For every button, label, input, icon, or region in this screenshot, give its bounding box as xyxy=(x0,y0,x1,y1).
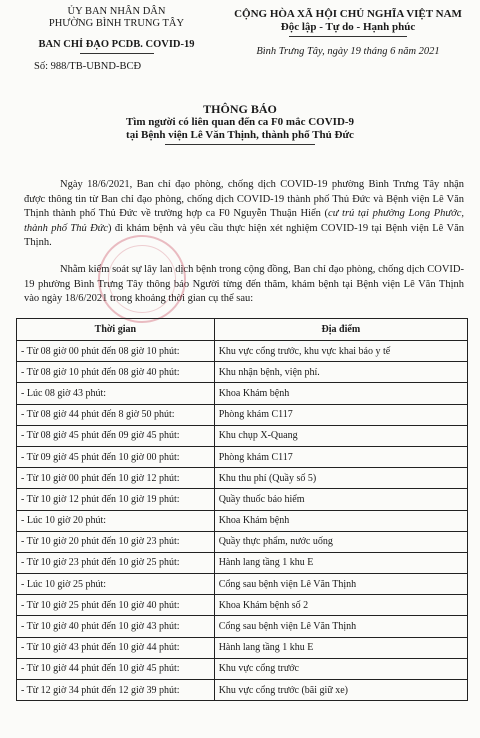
row-location: Cổng sau bệnh viện Lê Văn Thịnh xyxy=(214,574,467,595)
issuing-authority xyxy=(14,6,219,54)
org-line-3: BAN CHỈ ĐẠO PCDB. COVID-19 xyxy=(38,39,195,50)
row-time: - Từ 10 giờ 25 phút đến 10 giờ 40 phút: xyxy=(17,595,215,616)
row-time: - Từ 08 giờ 10 phút đến 08 giờ 40 phút: xyxy=(17,362,215,383)
row-time: - Từ 08 giờ 00 phút đến 08 giờ 10 phút: xyxy=(17,341,215,362)
row-location: Khoa Khám bệnh xyxy=(214,510,467,531)
row-time: - Lúc 10 giờ 20 phút: xyxy=(17,510,215,531)
row-location: Khu vực cổng trước xyxy=(214,658,467,679)
row-time: - Từ 10 giờ 43 phút đến 10 giờ 44 phút: xyxy=(17,637,215,658)
row-location: Khu vực cổng trước (bãi giữ xe) xyxy=(214,680,467,701)
org-line-1: ỦY BAN NHÂN DÂN xyxy=(67,6,166,17)
document-date: Bình Trưng Tây, ngày 19 tháng 6 năm 2021 xyxy=(256,46,440,57)
row-location: Khu thu phí (Quầy số 5) xyxy=(214,468,467,489)
row-time: - Từ 10 giờ 23 phút đến 10 giờ 25 phút: xyxy=(17,552,215,573)
title-underline xyxy=(165,144,315,145)
paragraph-1 xyxy=(24,178,464,251)
row-location: Hành lang tầng 1 khu E xyxy=(214,637,467,658)
row-location: Quầy thực phẩm, nước uống xyxy=(214,531,467,552)
table-row xyxy=(17,341,468,362)
row-location: Khoa Khám bệnh số 2 xyxy=(214,595,467,616)
row-time: - Lúc 08 giờ 43 phút: xyxy=(17,383,215,404)
table-row xyxy=(17,595,468,616)
table-row xyxy=(17,574,468,595)
table-row xyxy=(17,383,468,404)
document-number: Số: 988/TB-UBND-BCĐ xyxy=(34,61,142,72)
row-location: Phòng khám C117 xyxy=(214,446,467,467)
table-row xyxy=(17,446,468,467)
row-time: - Từ 10 giờ 44 phút đến 10 giờ 45 phút: xyxy=(17,658,215,679)
nation-line-1: CỘNG HÒA XÃ HỘI CHỦ NGHĨA VIỆT NAM xyxy=(234,8,462,20)
table-row xyxy=(17,489,468,510)
document-title xyxy=(0,102,480,145)
table-header-row xyxy=(17,319,468,341)
row-location: Quầy thuốc bảo hiểm xyxy=(214,489,467,510)
row-time: - Từ 12 giờ 34 phút đến 12 giờ 39 phút: xyxy=(17,680,215,701)
row-time: - Từ 10 giờ 12 phút đến 10 giờ 19 phút: xyxy=(17,489,215,510)
table-row xyxy=(17,531,468,552)
table-row xyxy=(17,425,468,446)
table-row xyxy=(17,468,468,489)
paragraph-2-text: Nhằm kiểm soát sự lây lan dịch bệnh trong cộng đồng, Ban chỉ đạo phòng, chống dịch COVID-19 phường Bình Trưng Tây thông báo Người từng đến thăm, khám bệnh tại Bệnh viện Lê Văn Thịnh vào ngày 18/6/2021 trong khoảng thời gian cụ thể sau: xyxy=(24,264,464,304)
paragraph-1-italic: cư trú tại phường Long Phước, thành phố Thủ Đức xyxy=(24,208,464,234)
row-location: Cổng sau bệnh viện Lê Văn Thịnh xyxy=(214,616,467,637)
table-row xyxy=(17,680,468,701)
row-time: - Từ 10 giờ 40 phút đến 10 giờ 43 phút: xyxy=(17,616,215,637)
row-location: Hành lang tầng 1 khu E xyxy=(214,552,467,573)
row-time: - Từ 09 giờ 45 phút đến 10 giờ 00 phút: xyxy=(17,446,215,467)
table-row xyxy=(17,362,468,383)
row-time: - Từ 10 giờ 20 phút đến 10 giờ 23 phút: xyxy=(17,531,215,552)
title-line-3: tại Bệnh viện Lê Văn Thịnh, thành phố Thủ Đức xyxy=(126,129,354,141)
schedule-table-body xyxy=(17,341,468,701)
table-row xyxy=(17,404,468,425)
table-row xyxy=(17,658,468,679)
row-location: Khu nhận bệnh, viện phí. xyxy=(214,362,467,383)
row-time: - Lúc 10 giờ 25 phút: xyxy=(17,574,215,595)
row-time: - Từ 08 giờ 44 phút đến 8 giờ 50 phút: xyxy=(17,404,215,425)
table-row xyxy=(17,510,468,531)
schedule-table xyxy=(16,318,468,701)
column-header-location: Địa điểm xyxy=(214,319,467,341)
row-location: Khu vực cổng trước, khu vực khai báo y tế xyxy=(214,341,467,362)
table-row xyxy=(17,616,468,637)
row-location: Phòng khám C117 xyxy=(214,404,467,425)
motto-underline xyxy=(289,36,407,37)
red-seal-stamp xyxy=(98,235,186,323)
title-line-2: Tìm người có liên quan đến ca F0 mắc COVID-9 xyxy=(125,116,355,128)
column-header-time: Thời gian xyxy=(17,319,215,341)
paragraph-2 xyxy=(24,263,464,307)
row-time: - Từ 10 giờ 00 phút đến 10 giờ 12 phút: xyxy=(17,468,215,489)
row-location: Khu chụp X-Quang xyxy=(214,425,467,446)
table-row xyxy=(17,637,468,658)
paragraph-1-text-b: ) đi khám bệnh và yêu cầu thực hiện xét nghiệm COVID-19 tại Bệnh viện Lê Văn Thịnh. xyxy=(24,222,464,248)
row-time: - Từ 08 giờ 45 phút đến 09 giờ 45 phút: xyxy=(17,425,215,446)
org-line-2: PHƯỜNG BÌNH TRUNG TÂY xyxy=(48,18,185,29)
paragraph-1-text-a: Ngày 18/6/2021, Ban chỉ đạo phòng, chống dịch COVID-19 phường Bình Trưng Tây nhận được thông tin từ Ban chỉ đạo phòng, chống dịch COVID-19 thành phố Thủ Đức và Bệnh viện Lê Văn Thịnh thành phố Thủ Đức về trường hợp ca F0 Nguyễn Thuận Hiển ( xyxy=(24,179,464,219)
national-motto xyxy=(222,8,474,37)
authority-underline xyxy=(80,53,154,54)
title-heading: THÔNG BÁO xyxy=(203,102,277,116)
table-row xyxy=(17,552,468,573)
row-location: Khoa Khám bệnh xyxy=(214,383,467,404)
nation-line-2: Độc lập - Tự do - Hạnh phúc xyxy=(280,21,416,33)
